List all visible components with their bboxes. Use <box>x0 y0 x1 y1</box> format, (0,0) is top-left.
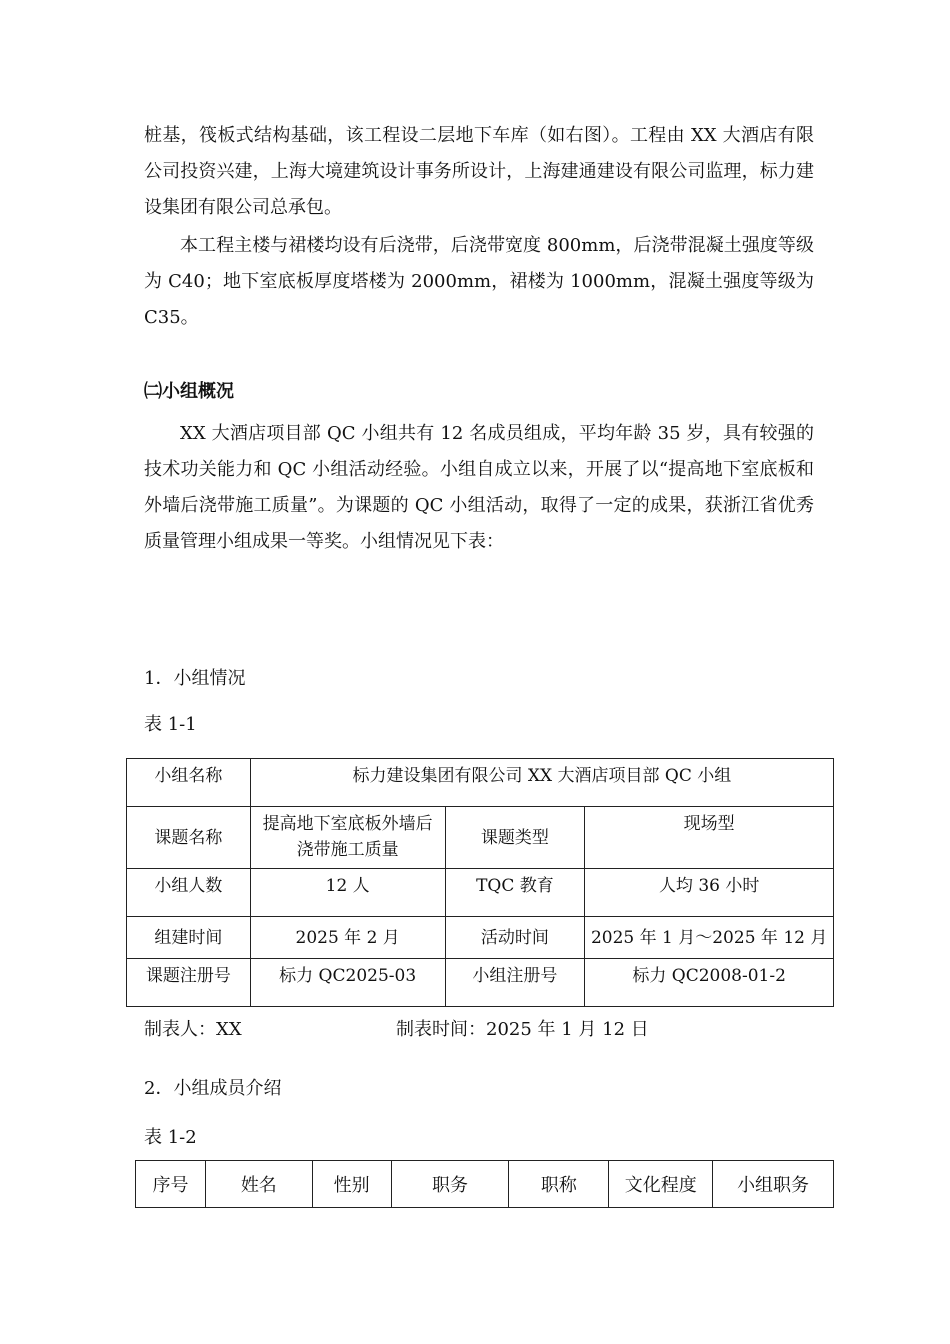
table-row <box>127 807 834 869</box>
column-header-title: 职称 <box>509 1161 609 1208</box>
table-cell-value: 提高地下室底板外墙后浇带施工质量 <box>250 807 445 869</box>
table-cell-label: 小组人数 <box>127 869 251 917</box>
table-cell-label: 组建时间 <box>127 917 251 959</box>
table-cell-label: TQC 教育 <box>445 869 585 917</box>
table-cell-label: 课题注册号 <box>127 959 251 1007</box>
table-maker: 制表人：XX <box>144 1019 242 1040</box>
group-info-table <box>126 758 834 1007</box>
table-row <box>127 869 834 917</box>
table-row <box>127 917 834 959</box>
intro-paragraph-2: 本工程主楼与裙楼均设有后浇带，后浇带宽度 800mm，后浇带混凝土强度等级为 C40；地下室底板厚度塔楼为 2000mm，裙楼为 1000mm，混凝土强度等级为 C35。 <box>144 235 814 328</box>
table-header-row <box>136 1161 834 1208</box>
table-label-1-2: 表 1-2 <box>144 1127 197 1148</box>
column-header-group-role: 小组职务 <box>713 1161 834 1208</box>
table-label-1-1: 表 1-1 <box>144 714 197 735</box>
group-overview-paragraph: XX 大酒店项目部 QC 小组共有 12 名成员组成，平均年龄 35 岁，具有较强的技术功关能力和 QC 小组活动经验。小组自成立以来，开展了以“提高地下室底板和外墙后浇带施工质量”。为课题的 QC 小组活动，取得了一定的成果，获浙江省优秀质量管理小组成果一等奖。小组情况见下表： <box>144 423 814 552</box>
column-header-gender: 性别 <box>312 1161 391 1208</box>
column-header-name: 姓名 <box>205 1161 312 1208</box>
table-row <box>127 959 834 1007</box>
table-cell-label: 课题名称 <box>127 807 251 869</box>
table-cell-value: 2025 年 1 月～2025 年 12 月 <box>585 917 834 959</box>
subsection-title-members: 2．小组成员介绍 <box>144 1078 282 1099</box>
table-row <box>127 759 834 807</box>
column-header-education: 文化程度 <box>609 1161 713 1208</box>
table-cell-value: 2025 年 2 月 <box>250 917 445 959</box>
table-cell-label: 小组名称 <box>127 759 251 807</box>
table-cell-value: 人均 36 小时 <box>585 869 834 917</box>
subsection-title-group-info: 1．小组情况 <box>144 668 246 689</box>
section-heading-group-overview: ㈡小组概况 <box>144 381 234 402</box>
table-cell-value: 标力 QC2025-03 <box>250 959 445 1007</box>
table-cell-label: 活动时间 <box>445 917 585 959</box>
table-cell-label: 课题类型 <box>445 807 585 869</box>
intro-paragraph-1: 桩基，筏板式结构基础，该工程设二层地下车库（如右图）。工程由 XX 大酒店有限公司投资兴建，上海大境建筑设计事务所设计，上海建通建设有限公司监理，标力建设集团有限公司总承包。 <box>144 125 814 218</box>
table-cell-value: 12 人 <box>250 869 445 917</box>
table-cell-value: 标力建设集团有限公司 XX 大酒店项目部 QC 小组 <box>250 759 833 807</box>
table-cell-value: 标力 QC2008-01-2 <box>585 959 834 1007</box>
members-table <box>135 1160 834 1208</box>
column-header-index: 序号 <box>136 1161 206 1208</box>
table-cell-label: 小组注册号 <box>445 959 585 1007</box>
table-cell-value: 现场型 <box>585 807 834 869</box>
table-date: 制表时间：2025 年 1 月 12 日 <box>396 1019 649 1040</box>
column-header-position: 职务 <box>391 1161 509 1208</box>
